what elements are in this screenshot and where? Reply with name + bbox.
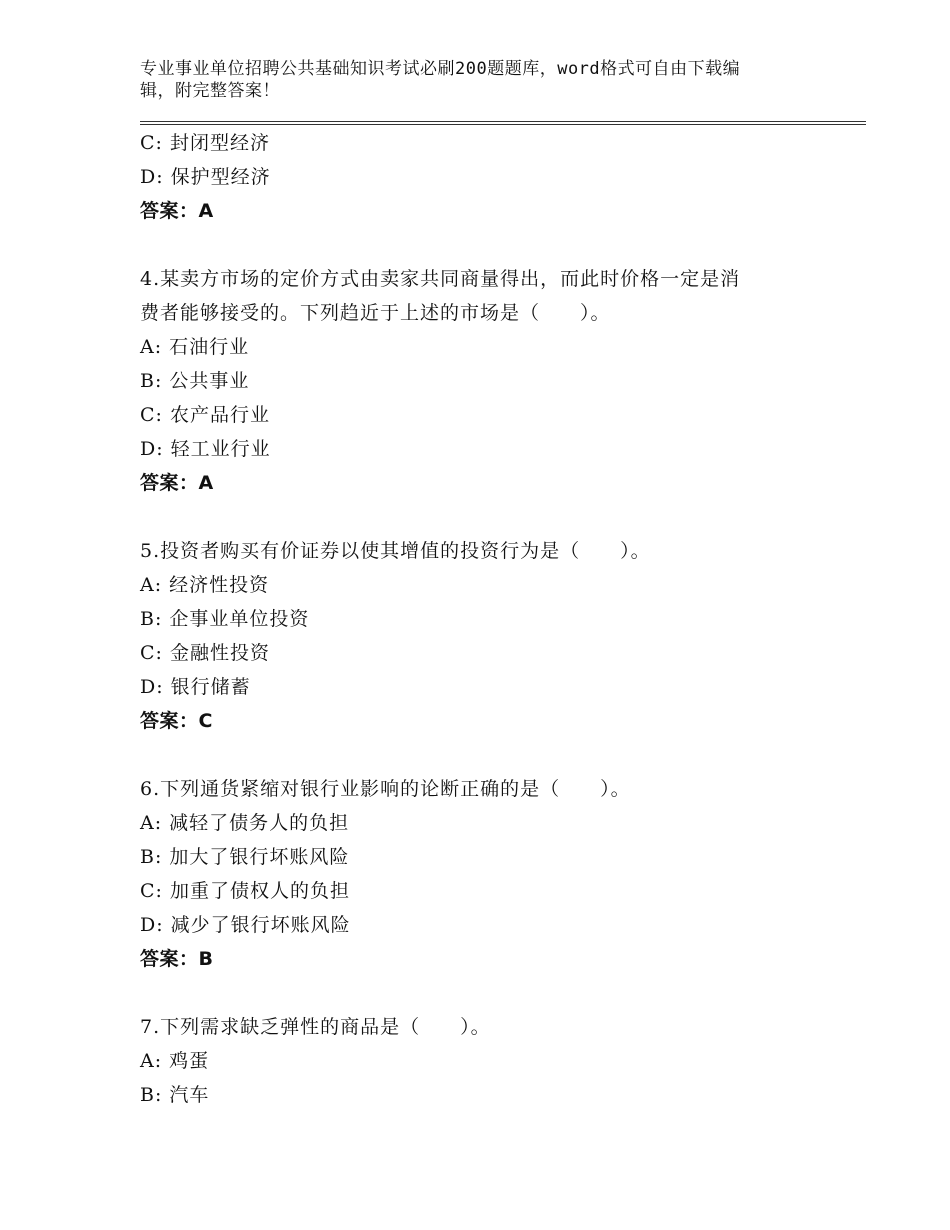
option-c: C: 金融性投资	[140, 642, 270, 664]
answer-line: 答案：B	[140, 948, 214, 970]
question-5	[140, 534, 830, 738]
header-line-1: 专业事业单位招聘公共基础知识考试必刷200题题库，word格式可自由下载编	[140, 59, 741, 79]
header-rule-bottom	[140, 124, 866, 125]
spacer	[140, 228, 830, 262]
question-4	[140, 262, 830, 500]
option-c: C: 封闭型经济	[140, 132, 270, 154]
option-b: B: 企事业单位投资	[140, 608, 310, 630]
option-d: D: 保护型经济	[140, 166, 271, 188]
question-6	[140, 772, 830, 976]
page-header	[140, 58, 790, 102]
option-a: A: 石油行业	[140, 336, 250, 358]
spacer	[140, 976, 830, 1010]
header-rule-top	[140, 121, 866, 122]
question-stem-line: 5.投资者购买有价证券以使其增值的投资行为是（ ）。	[140, 540, 651, 562]
question-7	[140, 1010, 830, 1112]
question-list	[140, 126, 830, 1112]
question-stem-line: 6.下列通货紧缩对银行业影响的论断正确的是（ ）。	[140, 778, 631, 800]
option-d: D: 减少了银行坏账风险	[140, 914, 351, 936]
option-a: A: 减轻了债务人的负担	[140, 812, 350, 834]
question-stem-line: 费者能够接受的。下列趋近于上述的市场是（ ）。	[140, 302, 611, 324]
question-stem-line: 4.某卖方市场的定价方式由卖家共同商量得出，而此时价格一定是消	[140, 268, 741, 290]
answer-line: 答案：A	[140, 200, 214, 222]
question-stem-line: 7.下列需求缺乏弹性的商品是（ ）。	[140, 1016, 491, 1038]
option-a: A: 鸡蛋	[140, 1050, 210, 1072]
spacer	[140, 738, 830, 772]
question-3-continued	[140, 126, 830, 228]
header-line-2: 辑，附完整答案！	[140, 81, 280, 101]
answer-line: 答案：A	[140, 472, 214, 494]
spacer	[140, 500, 830, 534]
option-b: B: 汽车	[140, 1084, 210, 1106]
option-c: C: 加重了债权人的负担	[140, 880, 350, 902]
option-a: A: 经济性投资	[140, 574, 270, 596]
option-d: D: 银行储蓄	[140, 676, 251, 698]
option-d: D: 轻工业行业	[140, 438, 271, 460]
option-b: B: 加大了银行坏账风险	[140, 846, 350, 868]
option-b: B: 公共事业	[140, 370, 250, 392]
option-c: C: 农产品行业	[140, 404, 270, 426]
answer-line: 答案：C	[140, 710, 213, 732]
